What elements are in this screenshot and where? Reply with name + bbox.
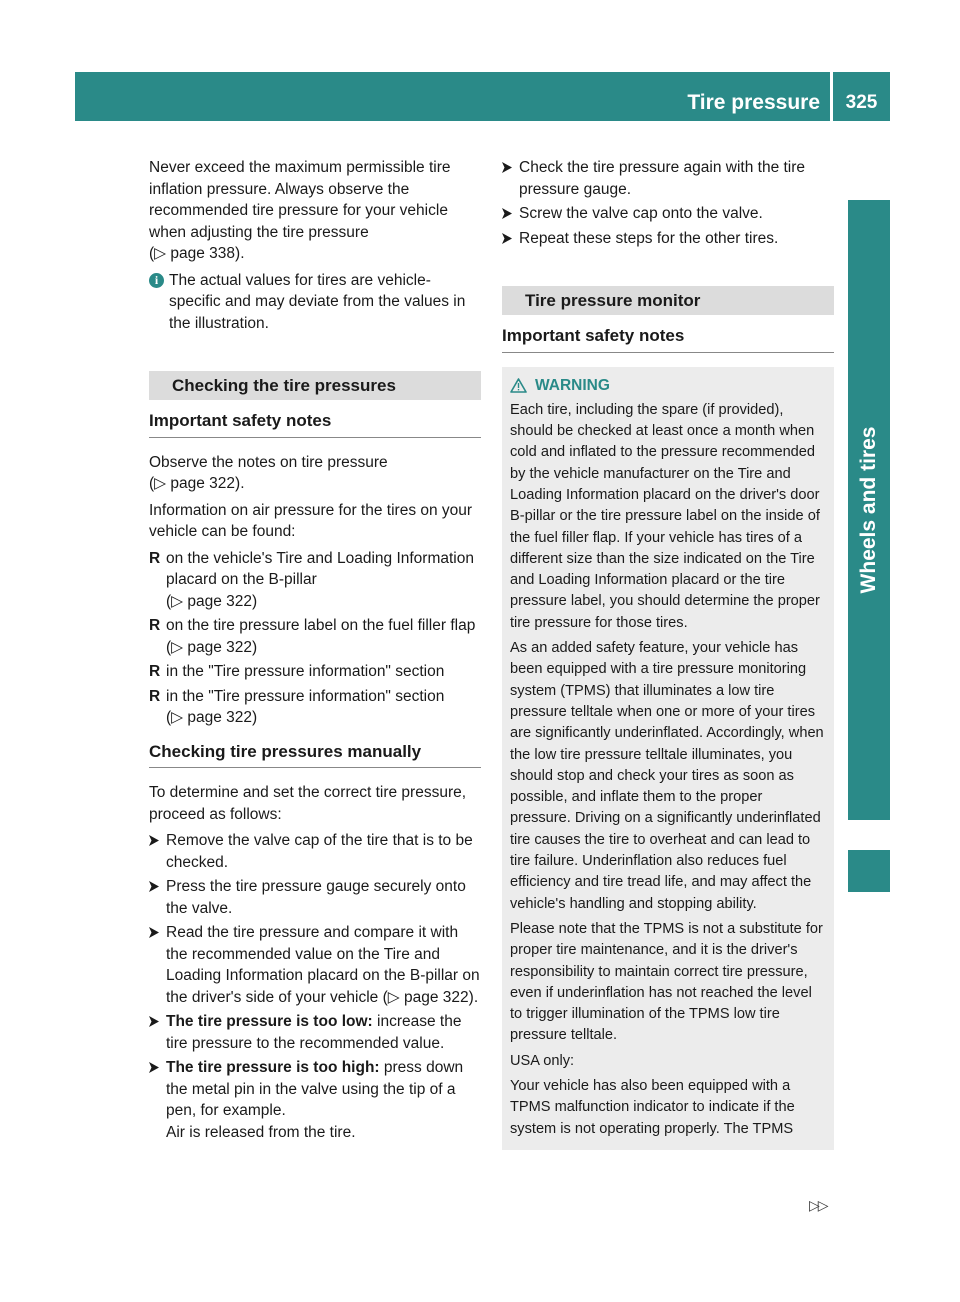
step-arrow-icon [149,1016,159,1027]
step-item [149,1011,481,1054]
step-item [149,876,481,919]
bullet-text: on the tire pressure label on the fuel filler flap (▷ page 322) [166,617,476,656]
warning-paragraph: As an added safety feature, your vehicle has been equipped with a tire pressure monitoring system (TPMS) that illuminates a low tire pressure telltale when one or more of your tires are significantly underinflated. Accordingly, when the low tire pressure telltale illuminates, you should stop and check your tires as soon as possible, and inflate them to the proper pressure. Driving on a significantly underinflated tire causes the tire to overheat and can lead to tire failure. Underinflation also reduces fuel efficiency and tire tread life, and may affect the vehicle's handling and stopping ability. [510,640,824,912]
step-item [149,922,481,1008]
section-title-tpms: Tire pressure monitor [502,286,834,315]
section-title-checking: Checking the tire pressures [149,371,481,400]
warning-paragraph: Your vehicle has also been equipped with a TPMS malfunction indicator to indicate if the system is not operating properly. The TPMS [510,1078,795,1137]
step-item [502,203,834,225]
bullet-mark: R [149,549,161,567]
chapter-tab-label-wrap [848,200,890,820]
info-note [149,270,481,335]
info-note-text: The actual values for tires are vehicle-specific and may deviate from the values in the illustration. [169,271,466,332]
intro-text: Never exceed the maximum permissible tire inflation pressure. Always observe the recommended tire pressure for your vehicle when adjusting the tire pressure [149,159,451,241]
manual-intro-paragraph: To determine and set the correct tire pressure, proceed as follows: [149,784,467,823]
page-title: Tire pressure [687,91,820,114]
step-text: Screw the valve cap onto the valve. [519,205,763,222]
warning-paragraph: Each tire, including the spare (if provided), should be checked at least once a month when cold and inflated to the pressure recommended by the vehicle manufacturer on the Tire and Loading Information placard on the driver's door B-pillar or the tire pressure label on the inside of the fuel filler flap. If your vehicle has tires of a different size than the size indicated on the Tire and Loading Information placard or the tire pressure label, you should determine the proper tire pressure for those tires. [510,401,820,631]
step-item [502,157,834,200]
step-text: Repeat these steps for the other tires. [519,229,779,247]
bullet-page-ref: (▷ page 322) [166,709,258,726]
bullet-text: on the vehicle's Tire and Loading Information placard on the B-pillar [166,549,474,588]
warning-paragraph: USA only: [510,1052,575,1069]
info-icon: i [149,273,164,288]
list-item [149,548,481,613]
page-number: 325 [833,72,890,121]
intro-page-ref: (▷ page 338). [149,245,245,262]
subheading-safety-notes: Important safety notes [149,410,481,438]
step-arrow-icon [502,233,512,244]
chapter-marker-square [848,850,890,892]
bullet-text: in the "Tire pressure information" section [166,687,445,705]
warning-triangle-icon [510,378,527,393]
subheading-safety-notes: Important safety notes [502,325,834,353]
observe-page-ref: (▷ page 322). [149,475,245,492]
step-text: Check the tire pressure again with the tire pressure gauge. [519,159,806,198]
list-item [149,661,481,683]
bullet-mark: R [149,663,161,680]
step-text: increase the tire pressure to the recommended value. [166,1013,462,1052]
step-arrow-icon [149,835,159,846]
warning-label: WARNING [535,376,610,394]
step-text: press down the metal pin in the valve using the tip of a pen, for example. [166,1059,464,1119]
intro-paragraph [149,157,481,265]
step-text: Press the tire pressure gauge securely onto the valve. [166,878,466,917]
left-column [149,157,481,1146]
bullet-mark: R [149,687,161,705]
list-item [149,686,481,729]
chapter-tab-label: Wheels and tires [857,426,880,594]
right-column [502,157,834,1150]
info-found-paragraph: Information on air pressure for the tires on your vehicle can be found: [149,501,473,540]
warning-box [502,367,834,1150]
bullet-text: in the "Tire pressure information" section [166,663,445,680]
step-item [149,1057,481,1143]
step-bold-label: The tire pressure is too low: [166,1013,373,1030]
step-arrow-icon [149,881,159,892]
step-arrow-icon [149,927,159,938]
step-result-text: Air is released from the tire. [166,1123,356,1141]
continue-arrows-icon: ▷▷ [809,1197,827,1213]
warning-paragraph: Please note that the TPMS is not a substitute for proper tire maintenance, and it is the driver's responsibility to maintain correct tire pressure, even if underinflation has not reached the level to trigger illumination of the TPMS low tire pressure telltale. [510,920,823,1044]
step-text: Remove the valve cap of the tire that is to be checked. [166,832,473,871]
step-item [502,228,834,250]
subheading-manual-check: Checking tire pressures manually [149,741,481,769]
step-item [149,830,481,873]
step-bold-label: The tire pressure is too high: [166,1059,380,1076]
observe-text: Observe the notes on tire pressure [149,453,388,471]
warning-header [510,375,825,396]
bullet-mark: R [149,617,161,634]
bullet-page-ref: (▷ page 322) [166,592,258,610]
step-text: Read the tire pressure and compare it with the recommended value on the Tire and Loading Information placard on the B-pillar on the driver's side of your vehicle (▷ page 322). [166,924,480,1006]
step-arrow-icon [149,1062,159,1073]
step-arrow-icon [502,162,512,173]
list-item [149,615,481,658]
step-arrow-icon [502,208,512,219]
observe-paragraph [149,452,481,495]
